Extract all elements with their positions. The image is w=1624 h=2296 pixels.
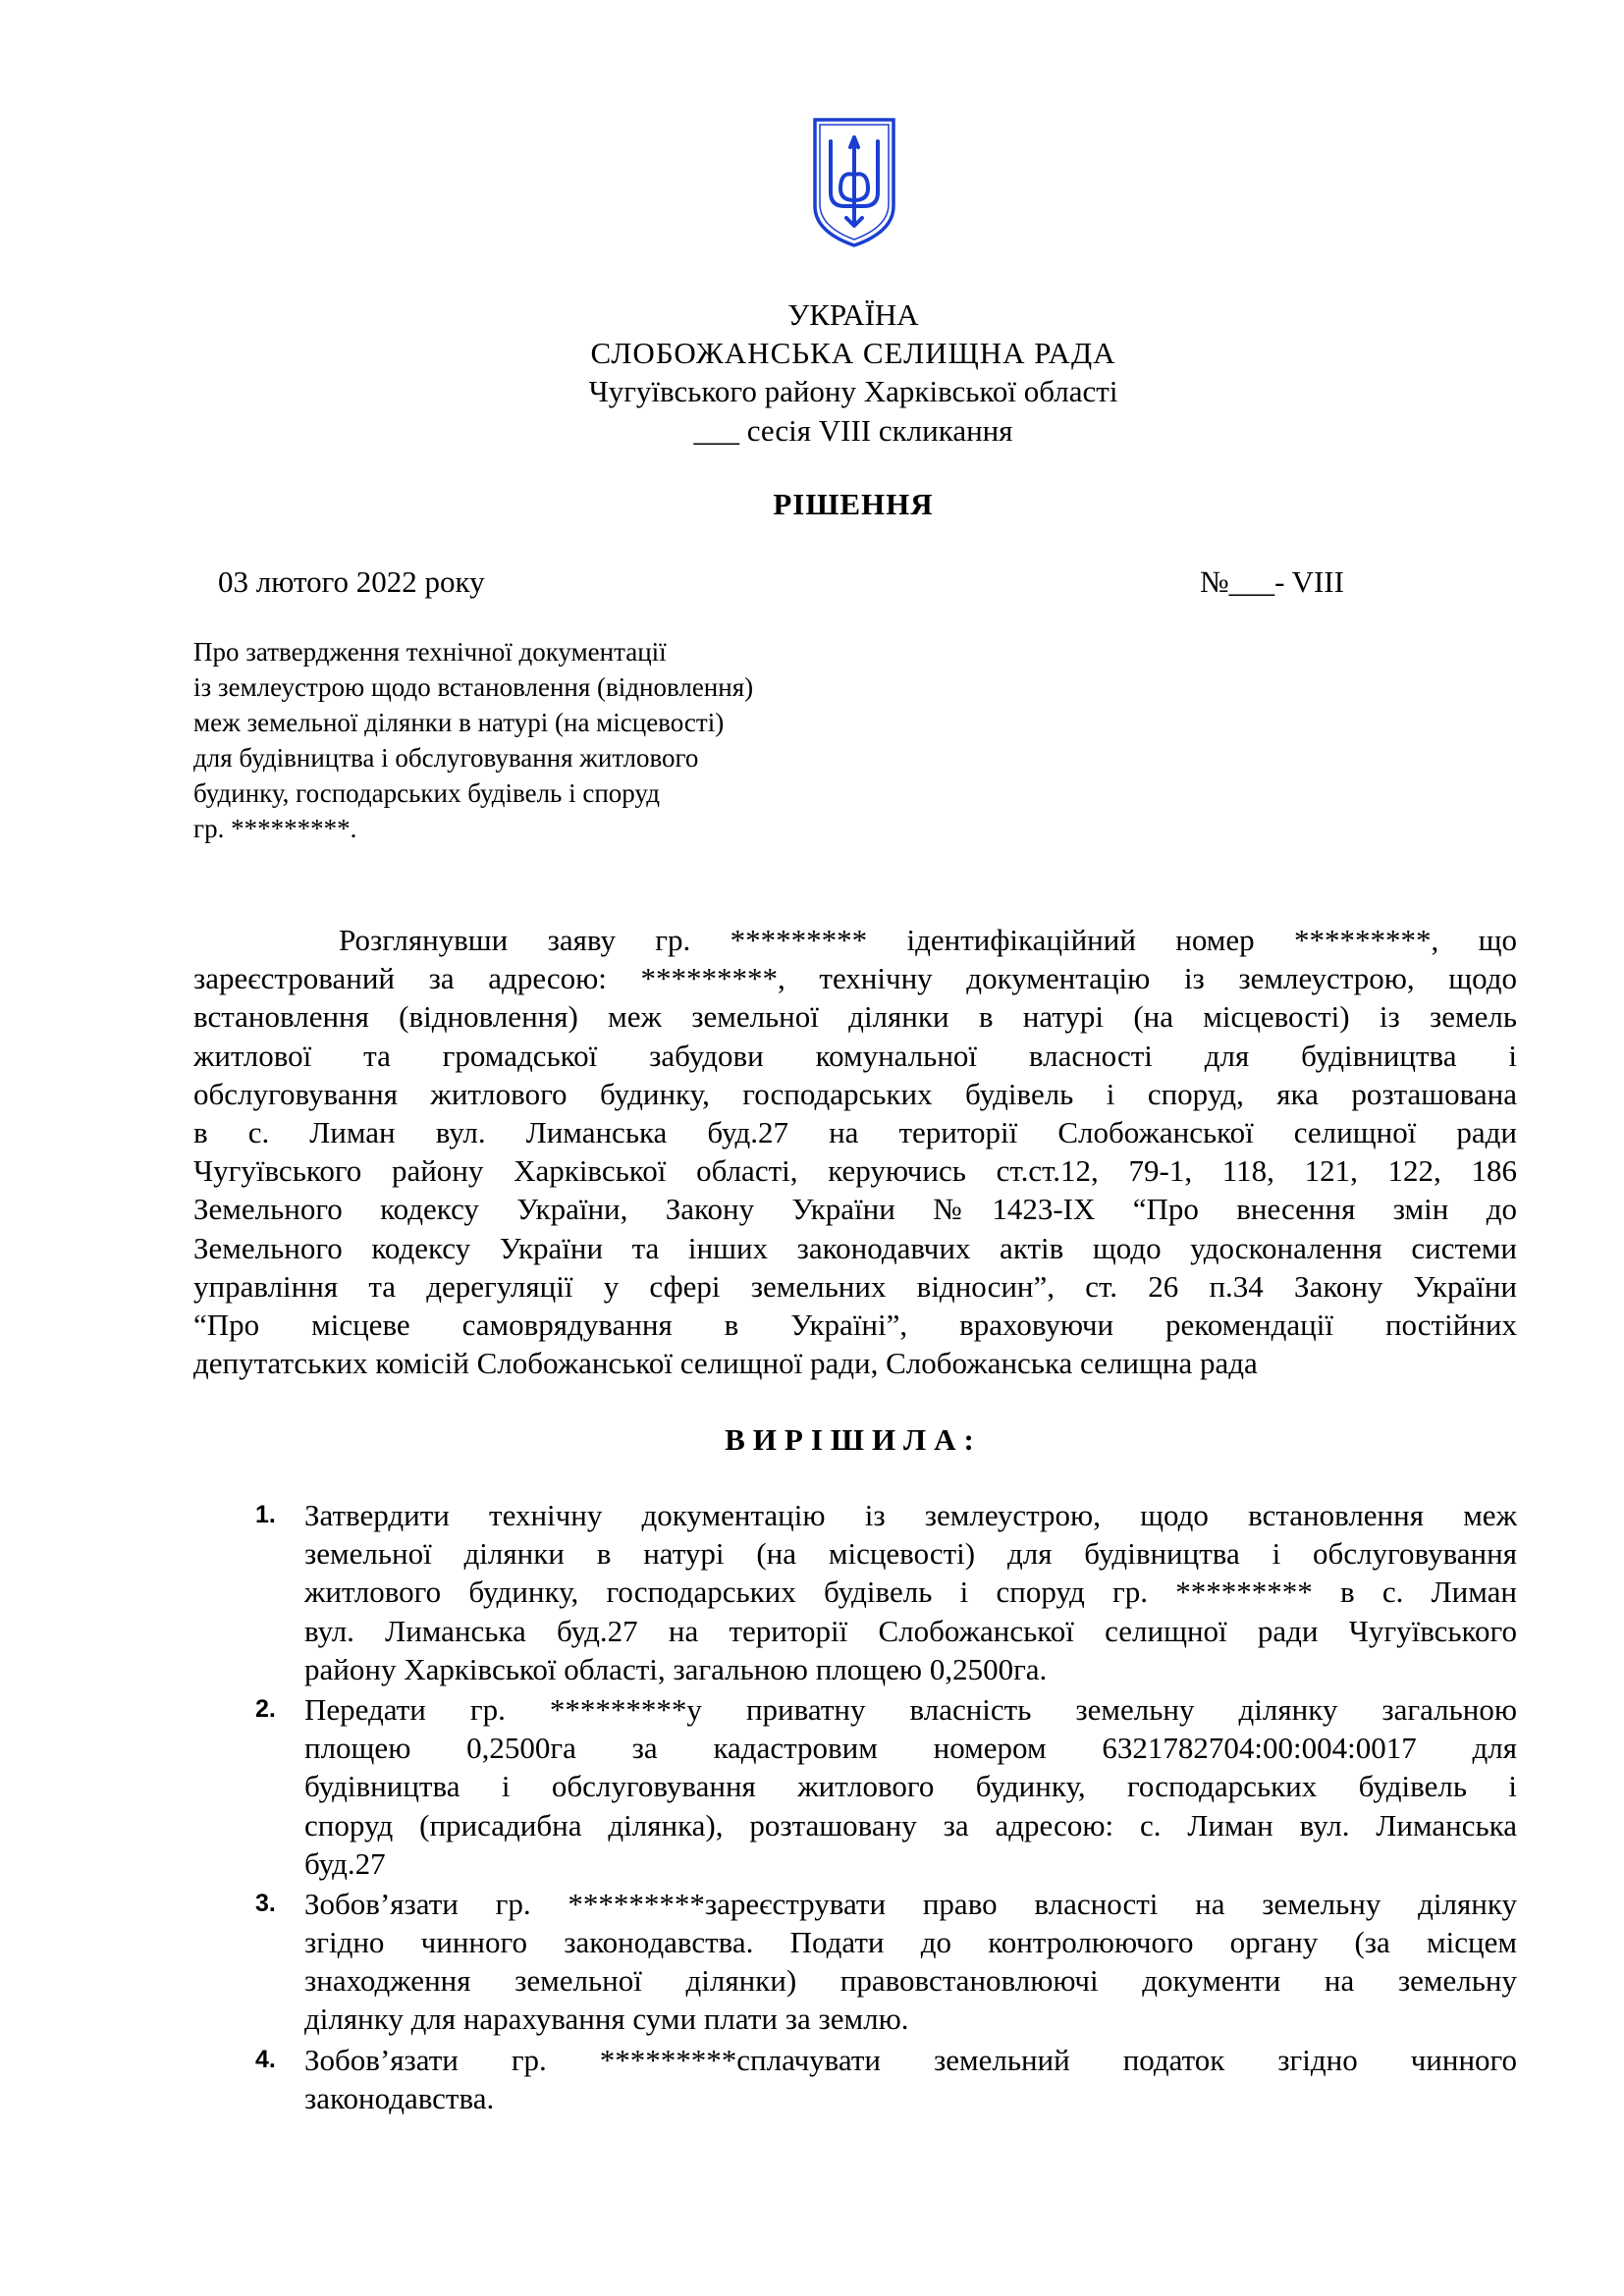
council-name: СЛОБОЖАНСЬКА СЕЛИЩНА РАДА	[590, 336, 1116, 370]
preamble-line: встановлення (відновлення) меж земельної ділянки в натурі (на місцевості) із земель	[193, 999, 1517, 1035]
decision-subject	[193, 634, 900, 846]
item-line: знаходження земельної ділянки) правовстановлюючі документи на земельну	[304, 1963, 1517, 1999]
preamble-line: Розглянувши заяву гр. ********* ідентифікаційний номер *********, що	[339, 923, 1517, 957]
preamble-line: житлової та громадської забудови комунальної власності для будівництва і	[193, 1038, 1517, 1073]
subject-line: меж земельної ділянки в натурі (на місцевості)	[193, 708, 725, 737]
session-line: ___ сесія VIII скликання	[693, 413, 1013, 448]
item-line: Зобов’язати гр. *********сплачувати земельний податок згідно чинного	[304, 2042, 1517, 2077]
preamble-line: Земельного кодексу України, Закону України №1423-ІХ “Про внесення змін до	[193, 1192, 1517, 1227]
preamble-line: “Про місцеве самоврядування в Україні”, враховуючи рекомендації постійних	[193, 1307, 1517, 1342]
subject-line: із землеустрою щодо встановлення (відновлення)	[193, 672, 754, 702]
preamble-line: в с. Лиман вул. Лиманська буд.27 на території Слобожанської селищної ради	[193, 1114, 1517, 1149]
item-line: площею 0,2500га за кадастровим номером 6321782704:00:004:0017 для	[304, 1731, 1517, 1766]
item-line: Передати гр. *********у приватну власність земельну ділянку загальною	[304, 1691, 1517, 1727]
preamble-line: управління та дерегуляції у сфері земельних відносин”, ст. 26 п.34 Закону України	[193, 1268, 1517, 1304]
item-number: 4.	[255, 2045, 276, 2073]
decision-item	[193, 1885, 1517, 2039]
item-line: законодавства.	[304, 2080, 495, 2115]
item-line: ділянку для нарахування суми плати за землю.	[304, 2002, 909, 2037]
district-name: Чугуївського району Харківської області	[588, 374, 1118, 408]
item-line: Зобов’язати гр. *********зареєструвати право власності на земельну ділянку	[304, 1886, 1517, 1921]
item-line: споруд (присадибна ділянка), розташовану за адресою: с. Лиман вул. Лиманська	[304, 1807, 1517, 1842]
preamble-line: зареєстрований за адресою: *********, технічну документацію із землеустрою, щодо	[193, 961, 1517, 996]
decision-items-list	[193, 1496, 1517, 2117]
item-line: Затвердити технічну документацію із землеустрою, щодо встановлення меж	[304, 1498, 1517, 1532]
preamble-paragraph	[193, 921, 1517, 1382]
decision-date: 03 лютого 2022 року	[218, 564, 485, 599]
subject-line: гр. *********.	[193, 814, 357, 843]
resolved-heading: ВИРІШИЛА:	[725, 1422, 982, 1457]
item-number: 2.	[255, 1694, 276, 1723]
decision-number: №___- VIII	[1200, 564, 1344, 599]
item-number: 3.	[255, 1889, 276, 1917]
preamble-line: обслуговування житлового будинку, господарських будівель і споруд, яка розташована	[193, 1076, 1517, 1111]
item-line: буд.27	[304, 1845, 386, 1881]
item-line: будівництва і обслуговування житлового будинку, господарських будівель і	[304, 1769, 1517, 1804]
item-line: згідно чинного законодавства. Подати до контролюючого органу (за місцем	[304, 1925, 1517, 1960]
decision-item	[193, 2041, 1517, 2117]
item-line: житлового будинку, господарських будівель і споруд гр. ********* в с. Лиман	[304, 1575, 1517, 1610]
item-number: 1.	[255, 1501, 276, 1528]
country-name: УКРАЇНА	[787, 297, 919, 332]
decision-item	[193, 1496, 1517, 1688]
decision-title: РІШЕННЯ	[773, 487, 934, 521]
preamble-line: Чугуївського району Харківської області, керуючись ст.ст.12, 79-1, 118, 121, 122, 186	[193, 1153, 1517, 1189]
preamble-line: Земельного кодексу України та інших законодавчих актів щодо удосконалення системи	[193, 1230, 1517, 1265]
subject-line: будинку, господарських будівель і споруд	[193, 778, 660, 808]
item-line: району Харківської області, загальною площею 0,2500га.	[304, 1651, 1048, 1686]
decision-item	[193, 1690, 1517, 1883]
item-line: вул. Лиманська буд.27 на території Слобожанської селищної ради Чугуївського	[304, 1613, 1517, 1648]
preamble-line: депутатських комісій Слобожанської селищної ради, Слобожанська селищна рада	[193, 1346, 1258, 1381]
subject-line: для будівництва і обслуговування житлового	[193, 743, 699, 773]
item-line: земельної ділянки в натурі (на місцевості) для будівництва і обслуговування	[304, 1536, 1517, 1572]
ukraine-trident-emblem-icon	[811, 116, 897, 249]
subject-line: Про затвердження технічної документації	[193, 637, 667, 667]
